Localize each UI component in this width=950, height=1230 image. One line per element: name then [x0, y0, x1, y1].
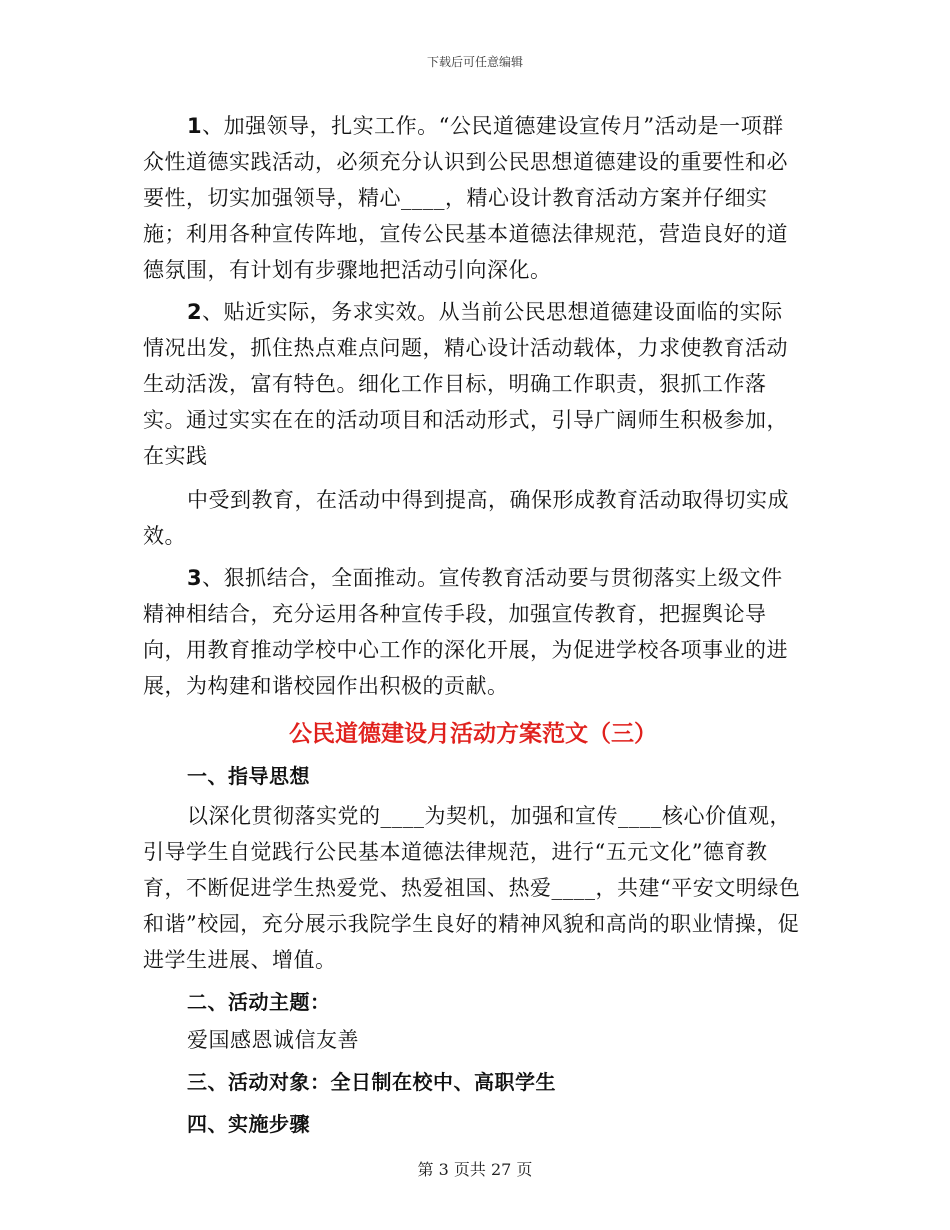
paragraph-2-text: 、贴近实际，务求实效。从当前公民思想道德建设面临的实际情况出发，抓住热点难点问题，精心设计活动载体，力求使教育活动生动活泼，富有特色。细化工作目标，明确工作职责，狠抓工作落实。通过实实在在的活动项目和活动形式，引导广阔师生积极参加，在实践 — [143, 300, 788, 468]
item-number-2: 2 — [187, 300, 203, 324]
paragraph-2-continued: 中受到教育，在活动中得到提高，确保形成教育活动取得切实成效。 — [143, 488, 789, 548]
page-header: 下载后可任意编辑 — [426, 55, 523, 69]
paragraph-3 — [143, 560, 803, 704]
section-title: 公民道德建设月活动方案范文（三） — [289, 721, 657, 747]
heading-guiding-thought: 一、指导思想 — [187, 764, 310, 788]
paragraph-guiding-thought: 以深化贯彻落实党的____为契机，加强和宣传____核心价值观，引导学生自觉践行公民基本道德法律规范，进行“五元文化”德育教育，不断促进学生热爱党、热爱祖国、热爱____，共建“平安文明绿色和谐”校园，充分展示我院学生良好的精神风貌和高尚的职业情操，促进学生进展、增值。 — [143, 804, 801, 972]
item-number-3: 3 — [187, 566, 203, 590]
activity-theme-text: 爱国感恩诚信友善 — [187, 1028, 359, 1052]
heading-activity-theme: 二、活动主题： — [187, 990, 331, 1014]
paragraph-2 — [143, 294, 803, 474]
heading-implementation-steps: 四、实施步骤 — [187, 1112, 310, 1136]
document-body — [143, 108, 803, 1142]
item-number-1: 1 — [187, 114, 203, 138]
paragraph-1 — [143, 108, 803, 288]
heading-activity-target: 三、活动对象：全日制在校中、高职学生 — [187, 1070, 556, 1094]
page-footer: 第 3 页共 27 页 — [417, 1160, 533, 1179]
paragraph-1-text: 、加强领导，扎实工作。“公民道德建设宣传月”活动是一项群众性道德实践活动，必须充分认识到公民思想道德建设的重要性和必要性，切实加强领导，精心____，精心设计教育活动方案并仔细实施；利用各种宣传阵地，宣传公民基本道德法律规范，营造良好的道德氛围，有计划有步骤地把活动引向深化。 — [143, 114, 788, 282]
paragraph-3-text: 、狠抓结合，全面推动。宣传教育活动要与贯彻落实上级文件精神相结合，充分运用各种宣传手段，加强宣传教育，把握舆论导向，用教育推动学校中心工作的深化开展，为促进学校各项事业的进展，为构建和谐校园作出积极的贡献。 — [143, 566, 788, 698]
